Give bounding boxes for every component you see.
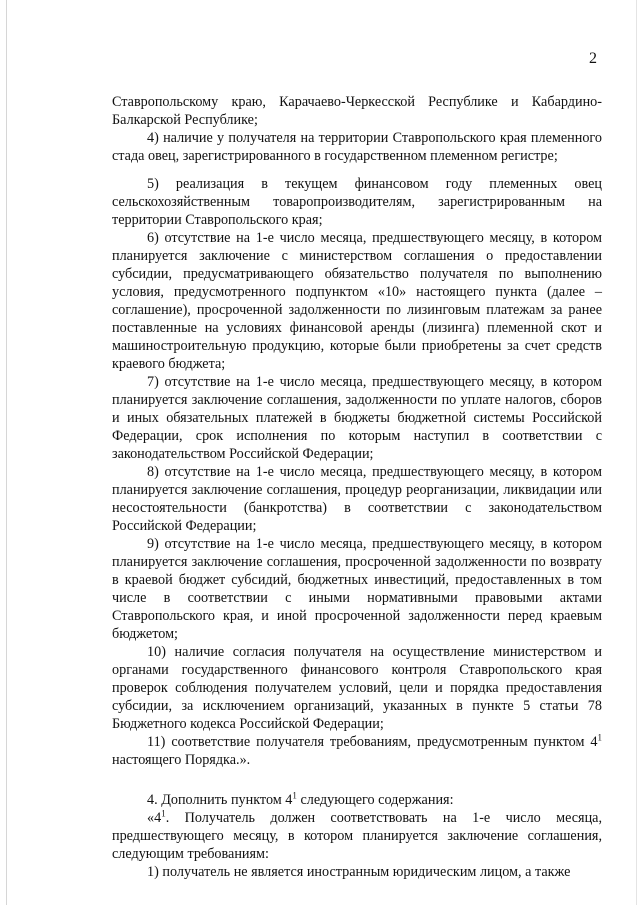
scan-edge-right (636, 0, 637, 905)
paragraph-clause-4-1-before: «4 (147, 810, 162, 826)
paragraph-clause-4-1-sup: 1 (161, 808, 166, 819)
document-body (112, 93, 602, 881)
paragraph-intro: Ставропольскому краю, Карачаево-Черкесской Республике и Кабардино-Балкарской Республике; (112, 94, 602, 128)
paragraph-item-11 (112, 733, 602, 769)
page-number: 2 (589, 50, 597, 67)
paragraph-item-6: 6) отсутствие на 1-е число месяца, предшествующего месяцу, в котором планируется заключение с министерством соглашения о предоставлении субсидии, предусматривающего обязательство получателя по выполнению условия, предусмотренного подпунктом «10» настоящего пункта (далее – соглашение), просроченной задолженности по лизинговым платежам за ранее поставленные на условиях финансовой аренды (лизинга) племенной скот и машиностроительную продукцию, которые были приобретены за счет средств краевого бюджета; (112, 230, 602, 372)
paragraph-amendment-4-after: следующего содержания: (296, 792, 454, 808)
paragraph-amendment-4-sup: 1 (292, 790, 297, 801)
paragraph-amendment-4-before: 4. Дополнить пунктом 4 (147, 792, 293, 808)
paragraph-item-11-before: 11) соответствие получателя требованиям, предусмотренным пунктом 4 (147, 734, 598, 750)
paragraph-requirement-1: 1) получатель не является иностранным юридическим лицом, а также (147, 864, 571, 880)
paragraph-item-4: 4) наличие у получателя на территории Ставропольского края племенного стада овец, зарегистрированного в государственном племенном регистре; (112, 130, 602, 164)
paragraph-item-5: 5) реализация в текущем финансовом году племенных овец сельскохозяйственным товаропроизводителям, зарегистрированным на территории Ставропольского края; (112, 176, 602, 228)
paragraph-clause-4-1 (112, 809, 602, 863)
paragraph-item-11-after: настоящего Порядка.». (112, 752, 251, 768)
paragraph-item-11-sup: 1 (597, 732, 602, 743)
paragraph-item-10: 10) наличие согласия получателя на осуществление министерством и органами государственного финансового контроля Ставропольского края проверок соблюдения получателем условий, цели и порядка предоставления субсидии, за исключением организаций, указанных в пункте 5 статьи 78 Бюджетного кодекса Российской Федерации; (112, 644, 602, 732)
paragraph-amendment-4 (112, 791, 602, 809)
paragraph-item-9: 9) отсутствие на 1-е число месяца, предшествующего месяцу, в котором планируется заключение соглашения, просроченной задолженности по возврату в краевой бюджет субсидий, бюджетных инвестиций, предоставленных в том числе в соответствии с иными нормативными правовыми актами Ставропольского края, и иной просроченной задолженности перед краевым бюджетом; (112, 536, 602, 642)
scan-edge-left (6, 0, 7, 905)
paragraph-clause-4-1-after: . Получатель должен соответствовать на 1-е число месяца, предшествующего месяцу, в котором планируется заключение соглашения, следующим требованиям: (112, 810, 602, 862)
paragraph-item-7: 7) отсутствие на 1-е число месяца, предшествующего месяцу, в котором планируется заключение соглашения, задолженности по уплате налогов, сборов и иных обязательных платежей в бюджеты бюджетной системы Российской Федерации, срок исполнения по которым наступил в соответствии с законодательством Российской Федерации; (112, 374, 602, 462)
paragraph-item-8: 8) отсутствие на 1-е число месяца, предшествующего месяцу, в котором планируется заключение соглашения, процедур реорганизации, ликвидации или несостоятельности (банкротства) в соответствии с законодательством Российской Федерации; (112, 464, 602, 534)
